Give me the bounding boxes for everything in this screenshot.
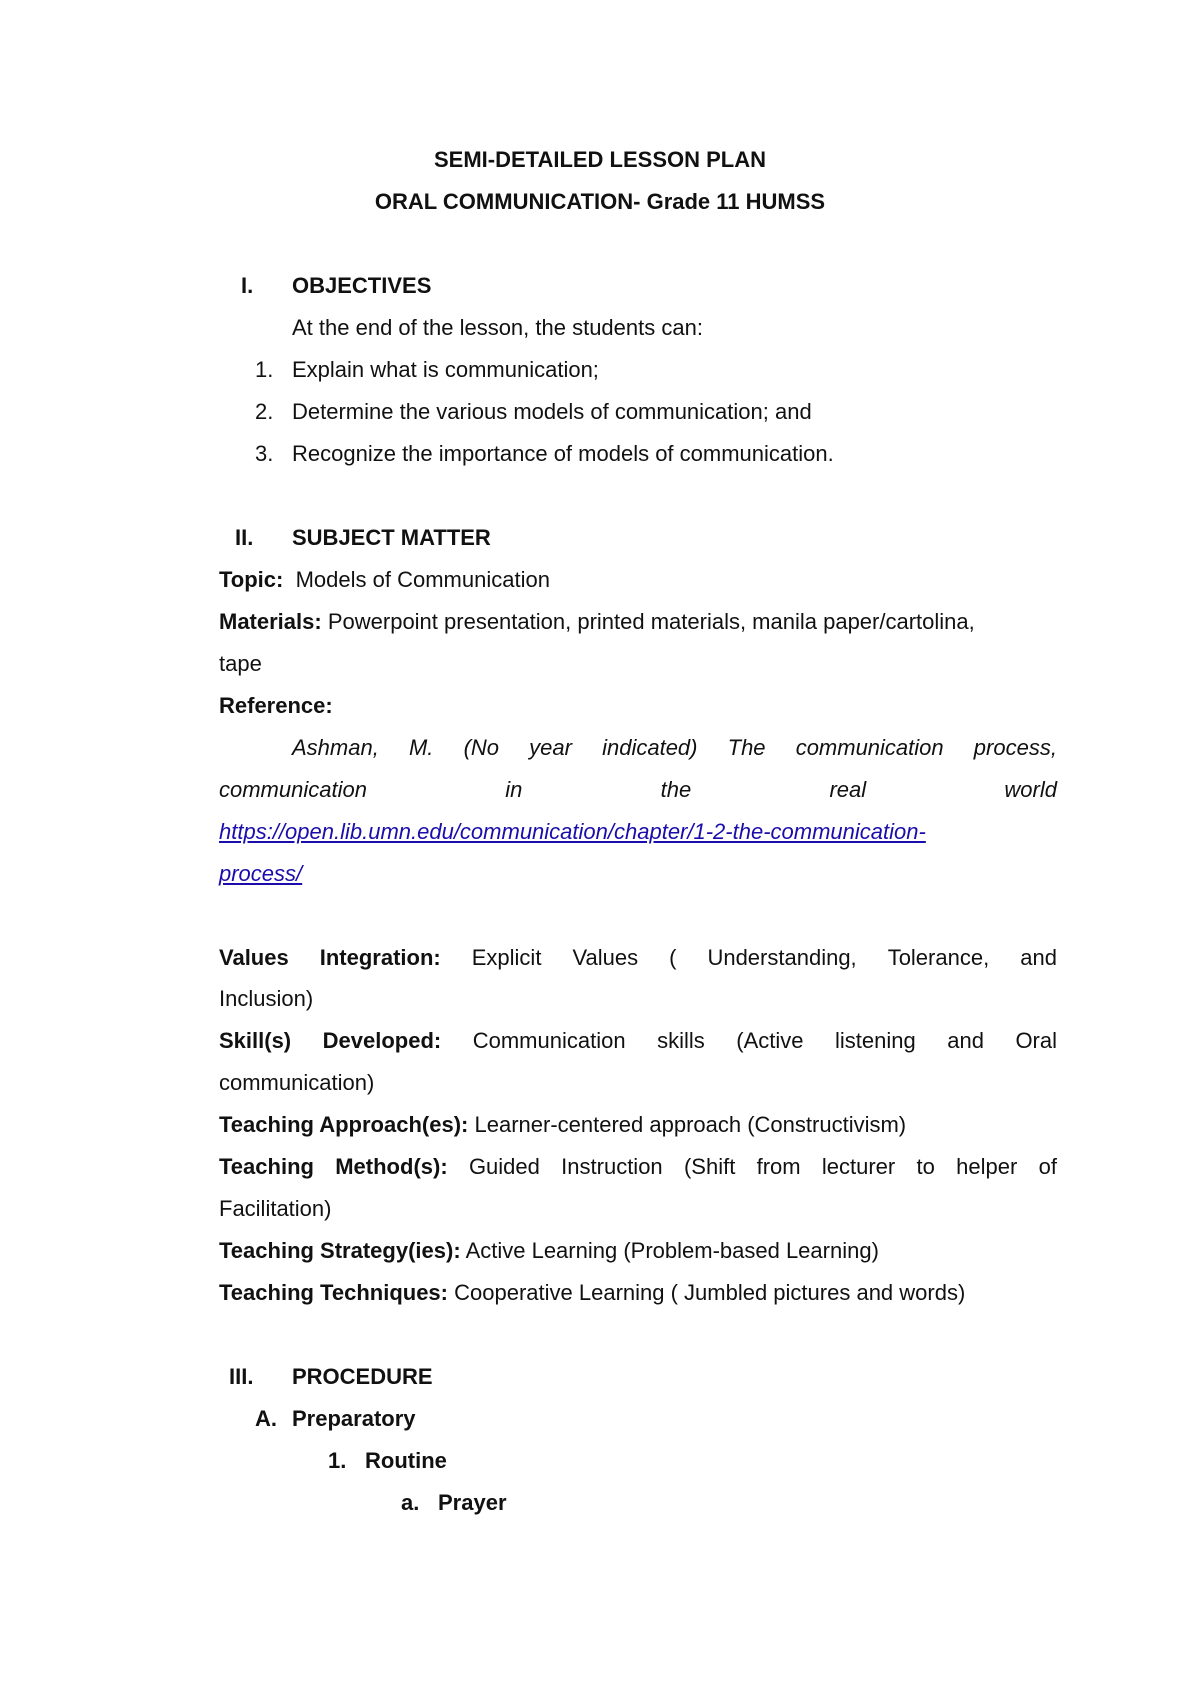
reference-word: world [1004, 777, 1057, 802]
reference-citation-line1 [292, 735, 1057, 761]
values-value-word: and [1020, 945, 1057, 970]
method-value-word: Guided [468, 1154, 540, 1179]
reference-word: Ashman, [292, 735, 379, 760]
materials-value-continued: tape [219, 651, 262, 676]
objective-text: Determine the various models of communication; and [292, 399, 812, 424]
teaching-approach-row [219, 1112, 906, 1138]
values-value-word: Explicit [471, 945, 542, 970]
reference-word: the [660, 777, 692, 802]
method-label-word: Method(s): [335, 1154, 448, 1179]
section-numeral-procedure: III. [229, 1364, 254, 1389]
objectives-intro: At the end of the lesson, the students can: [292, 315, 703, 340]
section-numeral-objectives: I. [241, 273, 254, 298]
values-integration-row [219, 945, 1057, 971]
reference-word: communication [795, 735, 944, 760]
skills-label-word: Developed: [322, 1028, 442, 1053]
document-subtitle: ORAL COMMUNICATION- Grade 11 HUMSS [374, 189, 826, 214]
objective-number: 2. [255, 399, 274, 424]
skills-value-word: (Active [736, 1028, 804, 1053]
procedure-substep-prayer: Prayer [438, 1490, 507, 1515]
document-title: SEMI-DETAILED LESSON PLAN [433, 147, 767, 172]
materials-label: Materials: [219, 609, 322, 634]
section-heading-subject-matter: SUBJECT MATTER [292, 525, 491, 550]
skills-label-word: Skill(s) [219, 1028, 292, 1053]
skills-value-word: and [947, 1028, 984, 1053]
skills-value-word: Communication [472, 1028, 626, 1053]
reference-citation-line2 [219, 777, 1057, 803]
teaching-techniques-row [219, 1280, 965, 1306]
reference-word: indicated) [602, 735, 698, 760]
reference-url-link-continued[interactable]: process/ [219, 861, 303, 886]
skills-value-word: skills [657, 1028, 705, 1053]
procedure-subsection-preparatory: Preparatory [292, 1406, 416, 1431]
strategy-value: Active Learning (Problem-based Learning) [465, 1238, 879, 1263]
approach-label: Teaching Approach(es): [219, 1112, 469, 1137]
reference-url-link[interactable]: https://open.lib.umn.edu/communication/chapter/1-2-the-communication- [219, 819, 926, 844]
objective-text: Explain what is communication; [292, 357, 599, 382]
topic-value: Models of Communication [295, 567, 550, 592]
teaching-method-row [219, 1154, 1057, 1180]
reference-word: (No [463, 735, 500, 760]
method-value-word: helper [956, 1154, 1018, 1179]
techniques-label: Teaching Techniques: [219, 1280, 448, 1305]
reference-word: process, [973, 735, 1057, 760]
skills-value-word: Oral [1015, 1028, 1057, 1053]
reference-word: The [727, 735, 766, 760]
procedure-step-number: 1. [328, 1448, 347, 1473]
method-value-word: of [1038, 1154, 1057, 1179]
procedure-substep-letter: a. [401, 1490, 420, 1515]
skills-developed-row [219, 1028, 1057, 1054]
materials-row [219, 609, 975, 635]
objective-number: 3. [255, 441, 274, 466]
method-value-word: to [916, 1154, 935, 1179]
method-value-word: lecturer [821, 1154, 896, 1179]
strategy-label: Teaching Strategy(ies): [219, 1238, 461, 1263]
materials-value: Powerpoint presentation, printed materials, manila paper/cartolina, [327, 609, 975, 634]
values-value-word: Understanding, [707, 945, 857, 970]
topic-label: Topic: [219, 567, 284, 592]
reference-word: real [829, 777, 867, 802]
values-value-word: Values [572, 945, 639, 970]
approach-value: Learner-centered approach (Constructivism) [474, 1112, 907, 1137]
techniques-value: Cooperative Learning ( Jumbled pictures and words) [454, 1280, 966, 1305]
values-label-word: Values [219, 945, 289, 970]
section-numeral-subject-matter: II. [235, 525, 254, 550]
section-heading-objectives: OBJECTIVES [292, 273, 432, 298]
method-value-word: Instruction [561, 1154, 663, 1179]
values-value-word: ( [669, 945, 677, 970]
values-value-continued: Inclusion) [219, 986, 314, 1011]
objective-text: Recognize the importance of models of communication. [292, 441, 834, 466]
topic-row [219, 567, 550, 593]
method-value-continued: Facilitation) [219, 1196, 332, 1221]
reference-word: in [505, 777, 523, 802]
values-label-word: Integration: [319, 945, 441, 970]
skills-value-continued: communication) [219, 1070, 375, 1095]
method-value-word: (Shift [683, 1154, 736, 1179]
teaching-strategy-row [219, 1238, 879, 1264]
reference-word: year [529, 735, 572, 760]
values-value-word: Tolerance, [887, 945, 990, 970]
reference-label: Reference: [219, 693, 333, 718]
procedure-subsection-letter: A. [255, 1406, 277, 1431]
reference-word: communication [219, 777, 367, 802]
procedure-step-routine: Routine [365, 1448, 447, 1473]
reference-word: M. [408, 735, 434, 760]
method-label-word: Teaching [219, 1154, 314, 1179]
skills-value-word: listening [835, 1028, 916, 1053]
section-heading-procedure: PROCEDURE [292, 1364, 433, 1389]
objective-number: 1. [255, 357, 274, 382]
method-value-word: from [756, 1154, 801, 1179]
